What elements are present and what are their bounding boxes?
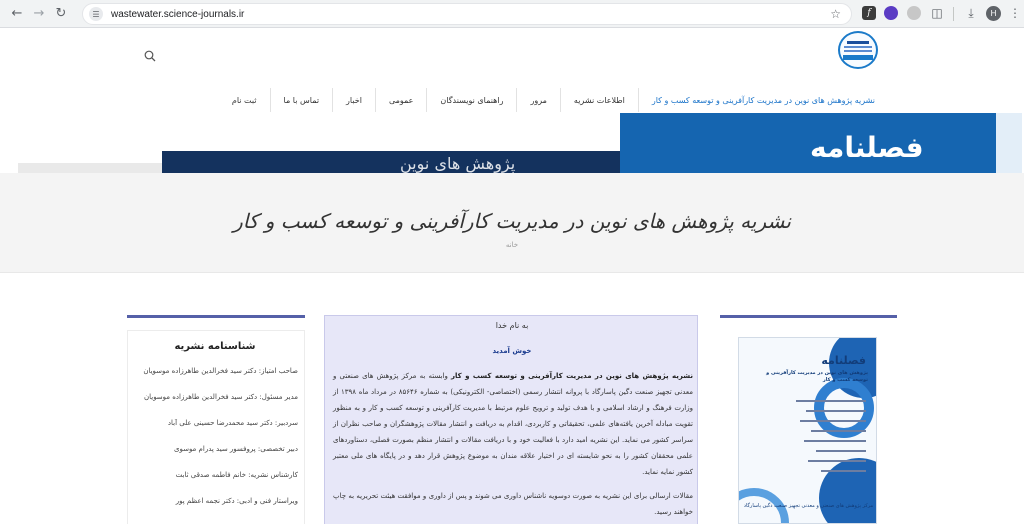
toolbar-divider xyxy=(953,7,954,21)
extensions-puzzle-icon[interactable]: ◫ xyxy=(931,6,943,20)
sidebar-title: شناسنامه نشریه xyxy=(174,341,256,352)
url-text: wastewater.science-journals.ir xyxy=(111,8,245,20)
bookmark-star-icon[interactable]: ☆ xyxy=(830,7,841,21)
menu-item-journal-home[interactable]: نشریه پژوهش های نوین در مدیریت کارآفرینی و توسعه کسب و کار xyxy=(651,95,875,105)
sidebar-row-technical-editor: ویراستار فنی و ادبی: دکتر نجمه اعظم پور xyxy=(175,497,298,505)
cover-footer: مرکز پژوهش های صنعتی و معدنی تجهیز صنعت دگین پاسارگاد xyxy=(743,503,874,509)
cover-gear-shape xyxy=(814,378,874,438)
article-review-paragraph: مقالات ارسالی برای این نشریه به صورت دوسویه ناشناس داوری می شوند و پس از داوری و موافقت هیئت تحریریه به چاپ خواهند رسید. xyxy=(333,492,693,516)
menu-divider xyxy=(638,88,639,112)
sidebar-row-owner: صاحب امتیاز: دکتر سید فخرالدین طاهرزاده موسویان xyxy=(143,367,298,375)
forward-arrow-icon[interactable]: → xyxy=(33,6,45,21)
reload-icon[interactable]: ↻ xyxy=(55,6,67,21)
menu-divider xyxy=(560,88,561,112)
cover-title: فصلنامه xyxy=(821,354,866,367)
cover-gear-shape xyxy=(819,458,877,524)
menu-divider xyxy=(516,88,517,112)
address-bar[interactable] xyxy=(82,3,852,25)
search-icon[interactable] xyxy=(144,50,156,62)
page-title-section xyxy=(0,173,1024,273)
journal-logo[interactable] xyxy=(838,31,878,69)
menu-divider xyxy=(375,88,376,112)
article-body-paragraph xyxy=(333,368,693,480)
main-menu xyxy=(221,88,886,112)
menu-item-author-guide[interactable]: راهنمای نویسندگان xyxy=(440,95,504,105)
extension-f-icon[interactable]: f xyxy=(862,6,876,20)
sidebar-row-specialist-editor: دبیر تخصصی: پروفسور سید پدرام موسوی xyxy=(173,445,298,453)
cover-subtitle: پژوهش های نوین در مدیریت کارآفرینی و توسعه کسب و کار xyxy=(766,370,868,383)
browser-menu-icon[interactable]: ⋮ xyxy=(1009,6,1021,20)
menu-item-register[interactable]: ثبت نام xyxy=(231,95,257,105)
sidebar-top-rule xyxy=(127,315,305,318)
hero-banner xyxy=(0,113,1024,173)
site-info-icon[interactable]: ☰ xyxy=(89,7,103,21)
sidebar-row-journal-expert: کارشناس نشریه: خانم فاطمه صدقی ثابت xyxy=(175,471,298,479)
menu-item-journal-info[interactable]: اطلاعات نشریه xyxy=(573,95,625,105)
article-body-text: وابسته به مرکز پژوهش های صنعتی و معدنی تجهیز صنعت دگین پاسارگاد با پروانه انتشار رسمی (اختصاصی- الکترونیکی) به شماره ۸۵۶۴۶ در مرداد ماه ۱۳۹۸ از وزارت فرهنگ و ارشاد اسلامی و با هدف تولید و ترویج علوم مرتبط با مدیریت کارآفرینی و توسعه کسب و کار و به منظور تقویت مبادله آخرین یافته‌های علمی، تحقیقاتی و کاربردی، اقدام به دریافت و انتشار مقالات پژوهشگران و صاحب نظران از سراسر کشور می نماید. این نشریه امید دارد با فعالیت خود و با دریافت مقالات و انتشار منظم بصورت فصلی، دستاوردهای علمی محققان کشور را به نحو شایسته ای در اختیار علاقه مندان به موضوع پژوهش قرار دهد و در پایگاه های ملی معتبر کشور نمایه نماید. xyxy=(333,372,693,476)
menu-item-news[interactable]: اخبار xyxy=(346,95,362,105)
cover-top-rule xyxy=(720,315,897,318)
article-journal-name: نشریه پژوهش های نوین در مدیریت کارآفرینی و توسعه کسب و کار xyxy=(451,372,693,380)
extension-purple-icon[interactable] xyxy=(884,6,898,20)
browser-toolbar xyxy=(0,0,1024,28)
site-header xyxy=(0,28,1024,113)
sidebar-row-editor-in-chief: سردبیر: دکتر سید محمدرضا حسینی علی آباد xyxy=(167,419,298,427)
page-title: نشریه پژوهش های نوین در مدیریت کارآفرینی و توسعه کسب و کار xyxy=(233,209,791,233)
sidebar-row-director: مدیر مسئول: دکتر سید فخرالدین طاهرزاده موسویان xyxy=(143,393,298,401)
welcome-article xyxy=(324,315,698,524)
back-arrow-icon[interactable]: ← xyxy=(11,6,23,21)
menu-divider xyxy=(426,88,427,112)
menu-divider xyxy=(270,88,271,112)
article-basmala: به نام خدا xyxy=(495,321,529,330)
menu-item-browse[interactable]: مرور xyxy=(530,95,547,105)
article-welcome-heading: خوش آمدید xyxy=(492,347,532,355)
banner-title: فصلنامه xyxy=(810,131,924,164)
breadcrumb-home-link[interactable]: خانه xyxy=(505,241,519,249)
menu-divider xyxy=(332,88,333,112)
download-icon[interactable]: ⤓ xyxy=(968,6,974,20)
journal-identity-sidebar xyxy=(127,330,305,524)
menu-item-general[interactable]: عمومی xyxy=(388,95,414,105)
menu-item-contact[interactable]: تماس با ما xyxy=(283,95,320,105)
journal-cover-image[interactable] xyxy=(738,337,877,524)
profile-avatar[interactable]: H xyxy=(986,6,1001,21)
extension-globe-icon[interactable] xyxy=(907,6,921,20)
banner-subtitle: پژوهش های نوین xyxy=(400,154,516,173)
